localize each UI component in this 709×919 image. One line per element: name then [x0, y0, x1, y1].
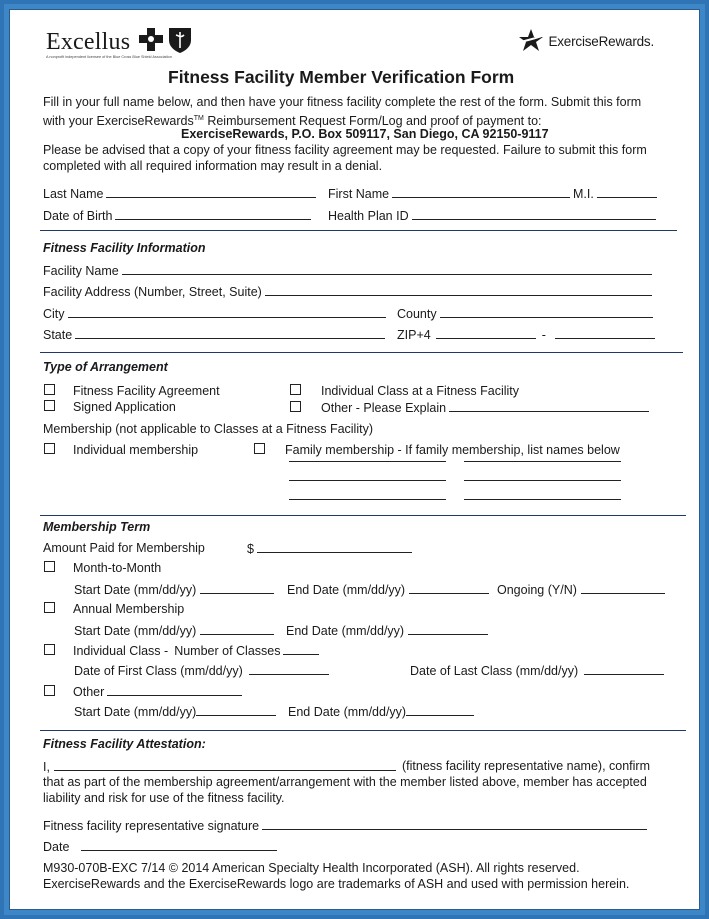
- option-label: Other - Please Explain: [321, 401, 447, 415]
- amount-field[interactable]: [247, 541, 412, 557]
- other-end-field[interactable]: [288, 704, 474, 720]
- ongoing-label: Ongoing (Y/N): [497, 583, 577, 597]
- monthly-start-field[interactable]: [74, 582, 274, 598]
- option-facility-agreement[interactable]: [44, 384, 220, 399]
- first-name-label: First Name: [328, 187, 390, 201]
- divider: [40, 515, 686, 516]
- last-name-label: Last Name: [43, 187, 104, 201]
- checkbox[interactable]: [44, 384, 55, 395]
- intro-line-4: Please be advised that a copy of your fitness facility agreement may be requested. Failure to submit this form: [43, 143, 647, 157]
- checkbox[interactable]: [44, 644, 55, 655]
- mi-field[interactable]: [573, 186, 657, 202]
- option-label: Signed Application: [73, 400, 176, 414]
- term-heading: Membership Term: [43, 520, 151, 534]
- last-class-field[interactable]: [410, 663, 664, 679]
- membership-note: Membership (not applicable to Classes at a Fitness Facility): [43, 422, 373, 436]
- ongoing-field[interactable]: [497, 582, 665, 598]
- state-label: State: [43, 328, 73, 342]
- option-label: Other: [73, 685, 105, 699]
- other-start-field[interactable]: [74, 704, 276, 720]
- zip-dash: -: [541, 328, 546, 342]
- state-field[interactable]: [43, 327, 385, 343]
- checkbox[interactable]: [44, 602, 55, 613]
- excellus-logo: [46, 26, 195, 59]
- dollar-sign: $: [247, 542, 254, 556]
- rep-name-field[interactable]: [43, 759, 396, 775]
- dob-field[interactable]: [43, 208, 311, 224]
- checkbox[interactable]: [44, 443, 55, 454]
- option-label: Individual Class at a Fitness Facility: [321, 384, 519, 398]
- option-label: Individual Class -: [73, 644, 169, 658]
- intro-line-5: completed with all required information may result in a denial.: [43, 159, 383, 173]
- option-label: Month-to-Month: [73, 561, 162, 575]
- option-month-to-month[interactable]: [44, 561, 161, 576]
- attestation-line-2: that as part of the membership agreement/arrangement with the member listed above, member has accepted: [43, 775, 647, 789]
- city-label: City: [43, 307, 65, 321]
- option-individual-membership[interactable]: [44, 443, 198, 458]
- first-class-label: Date of First Class (mm/dd/yy): [74, 664, 243, 678]
- exercise-rewards-logo: [518, 28, 654, 52]
- signature-label: Fitness facility representative signature: [43, 819, 260, 833]
- start-label: Start Date (mm/dd/yy): [74, 705, 197, 719]
- mailing-address: ExerciseRewards, P.O. Box 509117, San Diego, CA 92150-9117: [181, 127, 549, 141]
- rep-name-suffix: (fitness facility representative name), confirm: [402, 759, 651, 773]
- option-label: Family membership - If family membership, list names below: [285, 443, 620, 457]
- signature-field[interactable]: [43, 818, 647, 834]
- date-field[interactable]: [43, 839, 277, 855]
- brand-name: Excellus: [46, 29, 131, 55]
- intro-line-2-post: Reimbursement Request Form/Log and proof of payment to:: [203, 114, 542, 129]
- family-name-line[interactable]: [289, 461, 446, 462]
- i-label: I,: [43, 760, 50, 774]
- facility-address-label: Facility Address (Number, Street, Suite): [43, 285, 262, 299]
- zip-label: ZIP+4: [397, 328, 431, 342]
- end-label: End Date (mm/dd/yy): [286, 624, 405, 638]
- amount-label: Amount Paid for Membership: [43, 541, 205, 555]
- family-name-line[interactable]: [464, 480, 621, 481]
- brand-tagline: A nonprofit independent licensee of the Blue Cross Blue Shield Association: [46, 55, 172, 59]
- option-family-membership[interactable]: [254, 443, 620, 458]
- plan-id-field[interactable]: [328, 208, 656, 224]
- arrangement-heading: Type of Arrangement: [43, 360, 168, 374]
- attestation-heading: Fitness Facility Attestation:: [43, 737, 206, 751]
- divider: [40, 352, 683, 353]
- dob-label: Date of Birth: [43, 209, 113, 223]
- intro-line-2-pre: with your ExerciseRewards: [43, 114, 194, 129]
- facility-name-field[interactable]: [43, 263, 652, 279]
- attestation-line-3: liability and risk for use of the fitness facility.: [43, 791, 285, 805]
- last-class-label: Date of Last Class (mm/dd/yy): [410, 664, 579, 678]
- option-other[interactable]: [290, 400, 649, 416]
- start-label: Start Date (mm/dd/yy): [74, 583, 197, 597]
- num-classes-label: Number of Classes: [174, 644, 281, 658]
- option-label: Fitness Facility Agreement: [73, 384, 220, 398]
- option-individual-class[interactable]: [290, 384, 519, 399]
- divider: [40, 730, 686, 731]
- monthly-end-field[interactable]: [287, 582, 489, 598]
- county-field[interactable]: [397, 306, 653, 322]
- annual-end-field[interactable]: [286, 623, 488, 639]
- plan-id-label: Health Plan ID: [328, 209, 409, 223]
- blue-cross-shield-icon: [137, 26, 195, 54]
- footer-copyright: M930-070B-EXC 7/14 © 2014 American Specialty Health Incorporated (ASH). All rights reserved.: [43, 861, 580, 875]
- family-name-line[interactable]: [289, 499, 446, 500]
- form-page: [9, 9, 700, 910]
- family-name-line[interactable]: [464, 499, 621, 500]
- first-class-field[interactable]: [74, 663, 329, 679]
- city-field[interactable]: [43, 306, 386, 322]
- mi-label: M.I.: [573, 187, 594, 201]
- checkbox[interactable]: [290, 401, 301, 412]
- zip-field[interactable]: [397, 327, 655, 343]
- option-signed-application[interactable]: [44, 400, 176, 415]
- trademark: TM: [193, 115, 204, 122]
- checkbox[interactable]: [44, 400, 55, 411]
- page-title: Fitness Facility Member Verification Form: [168, 67, 515, 87]
- facility-heading: Fitness Facility Information: [43, 241, 206, 255]
- annual-start-field[interactable]: [74, 623, 274, 639]
- checkbox[interactable]: [254, 443, 265, 454]
- last-name-field[interactable]: [43, 186, 316, 202]
- option-label: Individual membership: [73, 443, 199, 457]
- family-name-line[interactable]: [289, 480, 446, 481]
- checkbox[interactable]: [44, 685, 55, 696]
- option-label: Annual Membership: [73, 602, 185, 616]
- option-annual-membership[interactable]: [44, 602, 184, 617]
- end-label: End Date (mm/dd/yy): [287, 583, 406, 597]
- footer-trademark: ExerciseRewards and the ExerciseRewards logo are trademarks of ASH and used with permission herein.: [43, 877, 630, 891]
- start-label: Start Date (mm/dd/yy): [74, 624, 197, 638]
- divider: [40, 230, 677, 231]
- option-individual-class-term[interactable]: [44, 643, 319, 659]
- intro-line-1: Fill in your full name below, and then have your fitness facility complete the rest of the form. Submit this form: [43, 95, 642, 109]
- county-label: County: [397, 307, 437, 321]
- checkbox[interactable]: [290, 384, 301, 395]
- first-name-field[interactable]: [328, 186, 570, 202]
- star-swoosh-icon: [518, 28, 544, 52]
- date-label: Date: [43, 840, 70, 854]
- partner-brand: ExerciseRewards.: [548, 34, 655, 49]
- facility-name-label: Facility Name: [43, 264, 119, 278]
- option-other-term[interactable]: [44, 684, 242, 700]
- facility-address-field[interactable]: [43, 284, 652, 300]
- end-label: End Date (mm/dd/yy): [288, 705, 407, 719]
- checkbox[interactable]: [44, 561, 55, 572]
- family-name-line[interactable]: [464, 461, 621, 462]
